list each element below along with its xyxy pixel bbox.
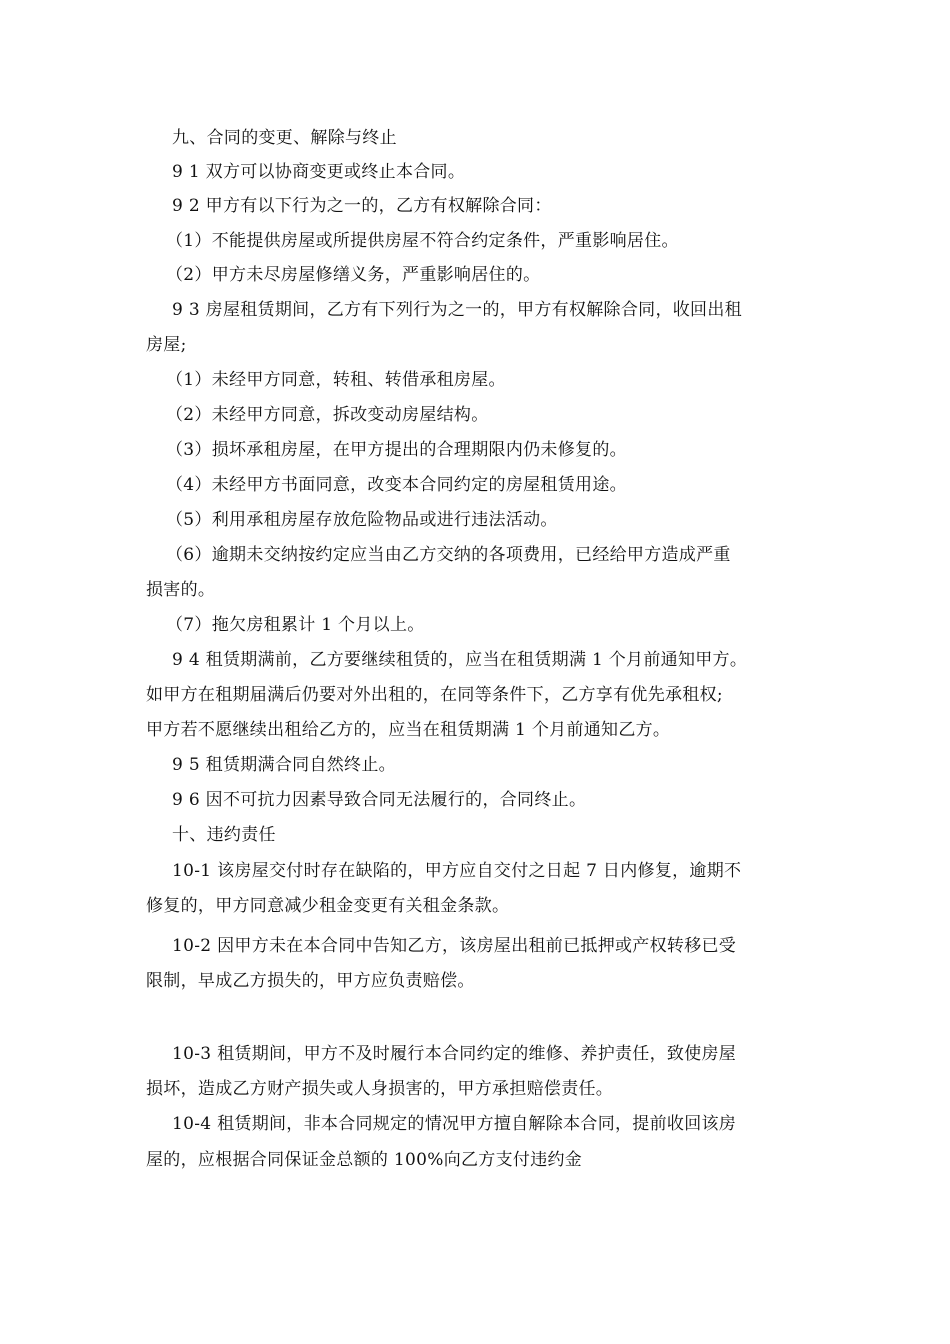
clause-9-2-item-2: （2）甲方未尽房屋修缮义务，严重影响居住的。 — [166, 265, 541, 285]
clause-9-3-item-6: （6）逾期未交纳按约定应当由乙方交纳的各项费用，已经给甲方造成严重 — [166, 545, 731, 565]
clause-9-3: 9 3 房屋租赁期间，乙方有下列行为之一的，甲方有权解除合同，收回出租 — [172, 300, 742, 320]
clause-9-3-item-7: （7）拖欠房租累计 1 个月以上。 — [166, 615, 425, 635]
clause-10-1: 10-1 该房屋交付时存在缺陷的，甲方应自交付之日起 7 日内修复，逾期不 — [172, 861, 742, 881]
clause-9-4: 9 4 租赁期满前，乙方要继续租赁的，应当在租赁期满 1 个月前通知甲方。 — [172, 650, 748, 670]
clause-9-5: 9 5 租赁期满合同自然终止。 — [172, 755, 396, 775]
clause-10-4: 10-4 租赁期间，非本合同规定的情况甲方擅自解除本合同，提前收回该房 — [172, 1114, 737, 1134]
section-heading-10: 十、违约责任 — [172, 825, 276, 845]
clause-10-2: 10-2 因甲方未在本合同中告知乙方，该房屋出租前已抵押或产权转移已受 — [172, 936, 737, 956]
clause-9-3-item-1: （1）未经甲方同意，转租、转借承租房屋。 — [166, 370, 506, 390]
clause-9-4-cont-1: 如甲方在租期届满后仍要对外出租的，在同等条件下，乙方享有优先承租权; — [146, 685, 723, 705]
clause-9-6: 9 6 因不可抗力因素导致合同无法履行的，合同终止。 — [172, 790, 587, 810]
clause-9-3-item-5: （5）利用承租房屋存放危险物品或进行违法活动。 — [166, 510, 558, 530]
clause-9-3-item-4: （4）未经甲方书面同意，改变本合同约定的房屋租赁用途。 — [166, 475, 627, 495]
clause-9-3-item-6-cont: 损害的。 — [146, 580, 216, 600]
clause-9-2-item-1: （1）不能提供房屋或所提供房屋不符合约定条件，严重影响居住。 — [166, 231, 679, 251]
clause-10-2-cont: 限制，早成乙方损失的，甲方应负责赔偿。 — [146, 971, 475, 991]
clause-10-3-cont: 损坏，造成乙方财产损失或人身损害的，甲方承担赔偿责任。 — [146, 1079, 614, 1099]
section-heading-9: 九、合同的变更、解除与终止 — [172, 128, 397, 148]
clause-9-2: 9 2 甲方有以下行为之一的，乙方有权解除合同： — [172, 196, 552, 216]
clause-9-3-item-2: （2）未经甲方同意，拆改变动房屋结构。 — [166, 405, 489, 425]
clause-10-4-cont: 屋的，应根据合同保证金总额的 100%向乙方支付违约金 — [146, 1150, 583, 1170]
clause-10-1-cont: 修复的，甲方同意减少租金变更有关租金条款。 — [146, 896, 510, 916]
clause-9-3-cont: 房屋; — [146, 335, 187, 355]
clause-10-3: 10-3 租赁期间，甲方不及时履行本合同约定的维修、养护责任，致使房屋 — [172, 1044, 737, 1064]
clause-9-4-cont-2: 甲方若不愿继续出租给乙方的，应当在租赁期满 1 个月前通知乙方。 — [146, 720, 671, 740]
clause-9-1: 9 1 双方可以协商变更或终止本合同。 — [172, 162, 466, 182]
clause-9-3-item-3: （3）损坏承租房屋，在甲方提出的合理期限内仍未修复的。 — [166, 440, 627, 460]
